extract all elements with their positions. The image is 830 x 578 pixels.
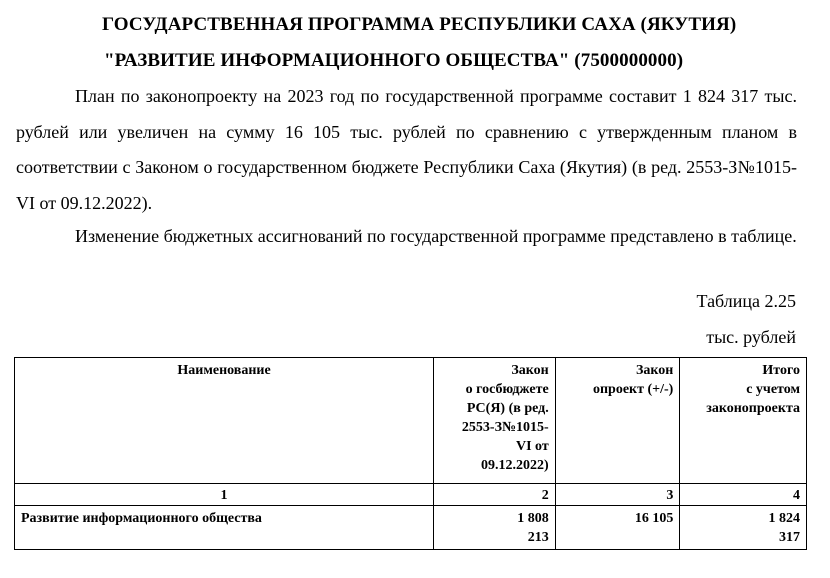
header-total-line: законопроекта <box>706 401 800 416</box>
row-total-value <box>680 506 807 550</box>
plan-paragraph: План по законопроекту на 2023 год по государственной программе составит 1 824 317 тыс. рублей или увеличен на сумму 16 105 тыс. рублей по сравнению с утвержденным планом в соответствии с Законом о государственном бюджете Республики Саха (Якутия) (в ред. 2553-З№1015-VI от 09.12.2022). <box>16 86 797 213</box>
header-law <box>434 358 556 484</box>
header-law-line: РС(Я) (в ред. <box>466 401 549 416</box>
change-paragraph: Изменение бюджетных ассигнований по государственной программе представлено в таблице. <box>75 226 797 246</box>
row-draft-value: 16 105 <box>555 506 680 550</box>
header-draft-line: Закон <box>636 363 674 378</box>
header-draft-line: опроект (+/-) <box>592 382 674 397</box>
row-total-value-line: 1 824 <box>768 511 800 526</box>
column-number-row <box>15 484 807 506</box>
row-law-value-line: 1 808 <box>517 511 549 526</box>
table-header-row <box>15 358 807 484</box>
program-title-line-1: ГОСУДАРСТВЕННАЯ ПРОГРАММА РЕСПУБЛИКИ САХА (ЯКУТИЯ) <box>102 14 737 35</box>
column-number: 2 <box>434 484 556 506</box>
header-total-line: с учетом <box>746 382 800 397</box>
header-draft <box>555 358 680 484</box>
column-number: 1 <box>15 484 434 506</box>
header-name: Наименование <box>15 358 434 484</box>
table-number: Таблица 2.25 <box>696 291 796 311</box>
table-row <box>15 506 807 550</box>
header-total-line: Итого <box>762 363 800 378</box>
header-total <box>680 358 807 484</box>
row-law-value <box>434 506 556 550</box>
budget-table <box>14 357 807 550</box>
table-units: тыс. рублей <box>706 327 796 347</box>
header-law-line: VI от <box>515 439 549 454</box>
column-number: 4 <box>680 484 807 506</box>
column-number: 3 <box>555 484 680 506</box>
header-law-line: Закон <box>511 363 549 378</box>
row-name: Развитие информационного общества <box>15 506 434 550</box>
program-title-line-2: "РАЗВИТИЕ ИНФОРМАЦИОННОГО ОБЩЕСТВА" (7500000000) <box>104 50 684 71</box>
header-law-line: о госбюджете <box>465 382 549 397</box>
header-law-line: 2553-З№1015- <box>461 420 549 435</box>
header-law-line: 09.12.2022) <box>481 458 549 473</box>
row-law-value-line: 213 <box>527 530 549 545</box>
row-total-value-line: 317 <box>779 530 800 545</box>
